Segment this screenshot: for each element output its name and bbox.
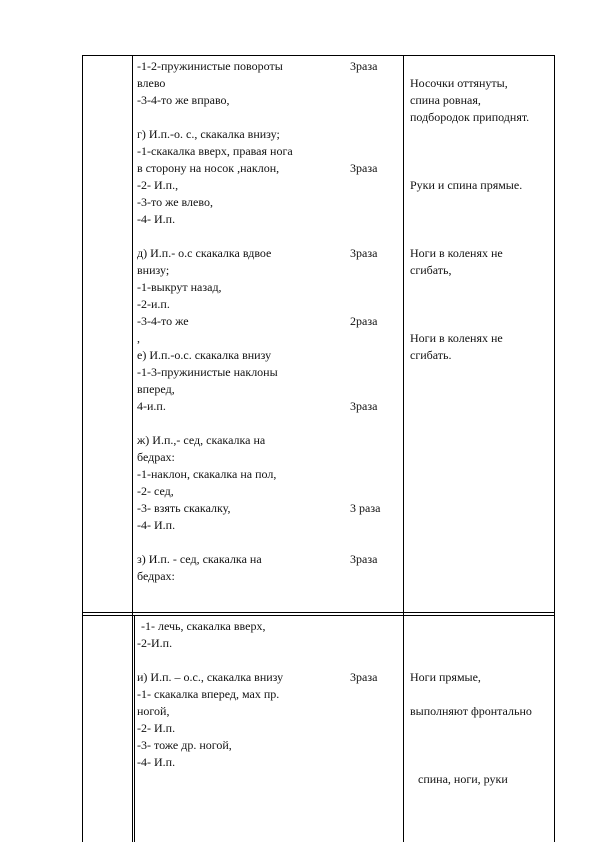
note-line: спина, ноги, руки: [418, 772, 508, 786]
table-row-divider: [82, 612, 555, 613]
exercise-line: влево: [137, 76, 166, 90]
column-divider-2: [134, 615, 135, 842]
dosage-cell: 3 раза: [350, 501, 381, 515]
exercise-heading-z: з) И.п. - сед, скакалка на: [137, 552, 262, 566]
exercise-heading-g: г) И.п.-о. с., скакалка внизу;: [137, 127, 280, 141]
exercise-line: -4- И.п.: [137, 755, 176, 769]
dosage-cell: 3раза: [350, 552, 378, 566]
dosage-cell: 3раза: [350, 670, 378, 684]
exercise-heading-i: и) И.п. – о.с., скакалка внизу: [137, 670, 284, 684]
exercise-line: -3-4-то же вправо,: [137, 93, 230, 107]
exercise-line: -2-И.п.: [137, 636, 173, 650]
exercise-line: ,: [137, 331, 140, 345]
note-line: спина ровная,: [410, 93, 481, 107]
table-right-border: [554, 55, 555, 842]
exercise-line: -2- И.п.,: [137, 178, 179, 192]
exercise-line: бедрах:: [137, 450, 175, 464]
dosage-cell: 2раза: [350, 314, 378, 328]
exercise-heading-zh: ж) И.п.,- сед, скакалка на: [137, 433, 266, 447]
dosage-cell: 3раза: [350, 161, 378, 175]
exercise-line: -1- скакалка вперед, мах пр.: [137, 687, 280, 701]
exercise-line: бедрах:: [137, 569, 175, 583]
note-line: Ноги в коленях не: [410, 246, 503, 260]
exercise-line: -1-наклон, скакалка на пол,: [137, 467, 277, 481]
dosage-cell: 3раза: [350, 59, 378, 73]
note-line: сгибать.: [410, 348, 452, 362]
exercise-line: -1-2-пружинистые повороты: [137, 59, 283, 73]
note-line: Ноги в коленях не: [410, 331, 503, 345]
note-line: Ноги прямые,: [410, 670, 481, 684]
column-divider-1: [132, 55, 133, 842]
exercise-line: -2-и.п.: [137, 297, 170, 311]
dosage-cell: 3раза: [350, 399, 378, 413]
exercise-heading-e: е) И.п.-о.с. скакалка внизу: [137, 348, 272, 362]
exercise-line: -3- взять скакалку,: [137, 501, 231, 515]
exercise-line: -2- И.п.: [137, 721, 176, 735]
table-left-border: [82, 55, 83, 842]
column-divider-3: [403, 55, 404, 842]
exercise-line: -3- тоже др. ногой,: [137, 738, 232, 752]
exercise-line: ногой,: [137, 704, 170, 718]
exercise-line: вперед,: [137, 382, 175, 396]
exercise-line: в сторону на носок ,наклон,: [137, 161, 280, 175]
exercise-line: -4- И.п.: [137, 212, 176, 226]
note-line: подбородок приподнят.: [410, 110, 530, 124]
exercise-line: внизу;: [137, 263, 170, 277]
exercise-line: -4- И.п.: [137, 518, 176, 532]
exercise-line: -2- сед,: [137, 484, 174, 498]
table-top-border: [82, 55, 555, 56]
note-line: сгибать,: [410, 263, 452, 277]
note-line: Руки и спина прямые.: [410, 178, 523, 192]
exercise-line: -1-скакалка вверх, правая нога: [137, 144, 293, 158]
exercise-line: -1- лечь, скакалка вверх,: [141, 619, 266, 633]
exercise-line: 4-и.п.: [137, 399, 166, 413]
dosage-cell: 3раза: [350, 246, 378, 260]
exercise-heading-d: д) И.п.- о.с скакалка вдвое: [137, 246, 272, 260]
note-line: Носочки оттянуты,: [410, 76, 508, 90]
exercise-line: -3-4-то же: [137, 314, 189, 328]
note-line: выполняют фронтально: [410, 704, 532, 718]
table-row-divider-inner: [82, 615, 555, 616]
exercise-line: -1-выкрут назад,: [137, 280, 222, 294]
exercise-line: -1-3-пружинистые наклоны: [137, 365, 278, 379]
exercise-line: -3-то же влево,: [137, 195, 213, 209]
